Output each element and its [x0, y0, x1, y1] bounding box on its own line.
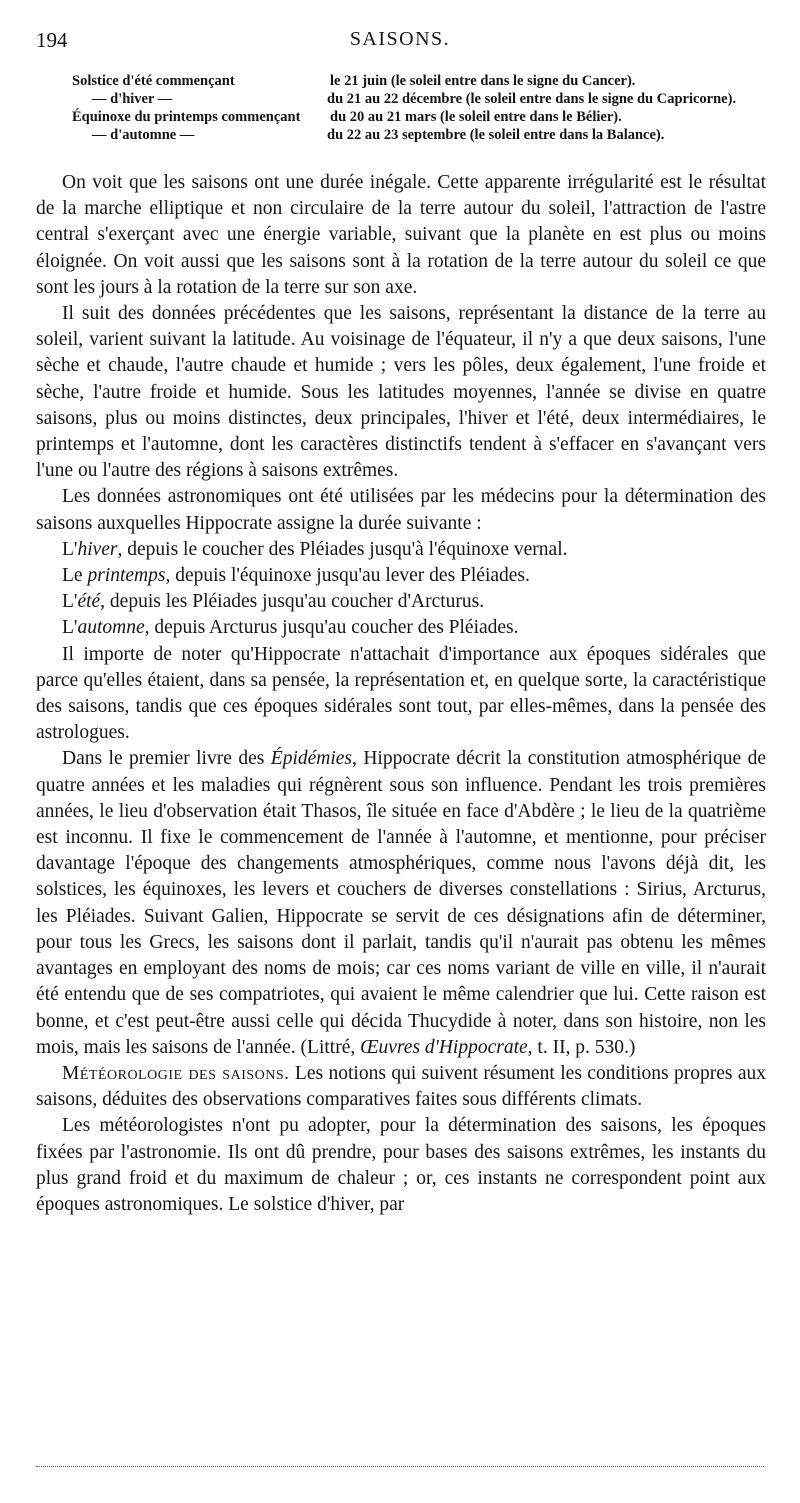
paragraph-text: Dans le premier livre des — [62, 748, 271, 770]
season-article: L' — [62, 617, 78, 639]
work-title: Œuvres d'Hippocrate — [360, 1036, 528, 1058]
season-text: , depuis l'équinoxe jusqu'au lever des Pléiades. — [165, 565, 530, 587]
season-name: automne — [77, 617, 145, 639]
page-header — [36, 28, 764, 56]
paragraph: Les données astronomiques ont été utilisées par les médecins pour la détermination des saisons auxquelles Hippocrate assigne la durée suivante : — [36, 486, 766, 534]
paragraph: Les météorologistes n'ont pu adopter, pour la détermination des saisons, les époques fixées par l'astronomie. Ils ont dû prendre, pour bases des saisons extrêmes, les instants du plus grand froid et du maximum de chaleur ; or, ces instants ne correspondent point aux époques astronomiques. Le solstice d'hiver, par — [36, 1115, 766, 1215]
running-title: SAISONS. — [349, 28, 451, 50]
season-date-period: du 21 au 22 décembre (le soleil entre dans le signe du Capricorne). — [327, 91, 737, 107]
season-name: hiver — [77, 538, 118, 560]
footer-rule — [36, 1466, 764, 1467]
paragraph-text: Les notions qui suivent résument les conditions propres aux saisons, déduites des observations comparatives faites sous différents climats. — [36, 1062, 766, 1111]
season-date-row — [72, 72, 772, 90]
season-definition-spring — [36, 563, 766, 589]
body-text — [36, 170, 766, 1218]
season-date-row — [72, 90, 772, 108]
section-heading: Météorologie des saisons. — [62, 1062, 290, 1084]
book-title: Épidémies — [270, 748, 353, 770]
season-text: , depuis le coucher des Pléiades jusqu'à l'équinoxe vernal. — [117, 538, 568, 560]
season-date-label: Solstice d'été commençant — [72, 73, 235, 89]
season-definition-winter — [36, 537, 766, 563]
paragraph: Il suit des données précédentes que les saisons, représentant la distance de la terre au soleil, varient suivant la latitude. Au voisinage de l'équateur, il n'y a que deux saisons, l'une sèche et chaude, l'autre chaude et humide ; vers les pôles, deux également, l'une froide et sèche, l'autre froide et humide. Sous les latitudes moyennes, l'année se divise en quatre saisons, plus ou moins distinctes, deux principales, l'hiver et l'été, deux intermédiaires, le printemps et l'automne, dont les caractères distinctifs tendent à s'effacer en s'avançant vers l'une ou l'autre des régions à saisons extrêmes. — [36, 303, 766, 482]
paragraph: On voit que les saisons ont une durée inégale. Cette apparente irrégularité est le résultat de la marche elliptique et non circulaire de la terre autour du soleil, l'attraction de l'astre central s'exerçant avec une énergie variable, suivant que la planète en est plus ou moins éloignée. On voit aussi que les saisons sont à la rotation de la terre autour du soleil ce que sont les jours à la rotation de la terre sur son axe. — [36, 172, 766, 298]
season-definition-summer — [36, 589, 766, 615]
season-article: L' — [62, 591, 78, 613]
paragraph-text: , t. II, p. 530.) — [527, 1036, 636, 1058]
season-date-row — [72, 126, 772, 144]
season-date-row — [72, 108, 772, 126]
season-date-period: du 20 au 21 mars (le soleil entre dans le Bélier). — [330, 109, 622, 125]
paragraph — [36, 1061, 766, 1113]
paragraph — [36, 746, 766, 1060]
season-name: printemps — [87, 565, 166, 587]
page-number: 194 — [36, 28, 68, 52]
season-date-label: — d'automne — — [92, 127, 195, 143]
season-definition-autumn — [36, 615, 766, 641]
season-article: Le — [62, 565, 88, 587]
season-article: L' — [62, 538, 78, 560]
paragraph: Il importe de noter qu'Hippocrate n'attachait d'importance aux époques sidérales que parce qu'elles étaient, dans sa pensée, la représentation et, en quelque sorte, la caractéristique des saisons, tandis que ces époques sidérales sont tout, par elles-mêmes, dans la pensée des astrologues. — [36, 643, 766, 744]
season-date-label: — d'hiver — — [92, 91, 173, 107]
paragraph-text: , Hippocrate décrit la constitution atmosphérique de quatre années et les maladies qui régnèrent sous son influence. Pendant les trois premières années, le lieu d'observation était Thasos, île située en face d'Abdère ; le lieu de la quatrième est inconnu. Il fixe le commencement de l'année à l'automne, et mentionne, pour préciser davantage l'époque des changements atmosphériques, comme nous l'avons déjà dit, les solstices, les équinoxes, les levers et couchers de diverses constellations : Sirius, Arcturus, les Pléiades. Suivant Galien, Hippocrate se servit de ces désignations afin de déterminer, pour tous les Grecs, les saisons dont il parlait, tandis qu'il n'aurait pas obtenu les mêmes avantages en employant des noms de mois; car ces noms variant de ville en ville, il n'aurait été entendu que de ses compatriotes, qui avaient le même calendrier que lui. Cette raison est bonne, et c'est peut-être aussi celle qui décida Thucydide à noter, dans son histoire, non les mois, mais les saisons de l'année. (Littré, — [36, 748, 766, 1058]
season-dates-table — [72, 72, 772, 144]
season-text: , depuis Arcturus jusqu'au coucher des Pléiades. — [144, 617, 519, 639]
season-date-period: le 21 juin (le soleil entre dans le signe du Cancer). — [330, 73, 636, 89]
season-date-label: Équinoxe du printemps commençant — [72, 109, 301, 125]
season-date-period: du 22 au 23 septembre (le soleil entre dans la Balance). — [327, 127, 665, 143]
season-text: , depuis les Pléiades jusqu'au coucher d'Arcturus. — [100, 591, 485, 613]
season-name: été — [77, 591, 101, 613]
